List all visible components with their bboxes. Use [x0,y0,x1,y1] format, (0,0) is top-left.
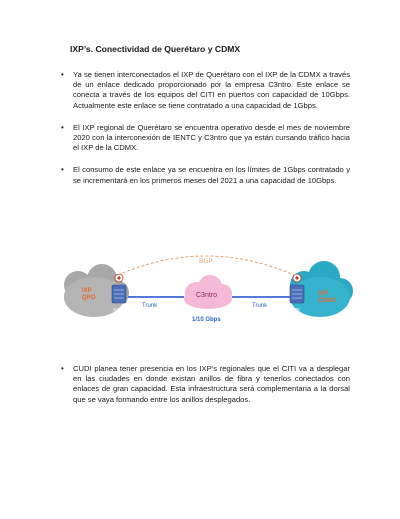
ixp-qro-label-line1: IXP [82,288,92,294]
device-label-left: N7K [113,308,123,313]
bullet-icon: • [61,165,64,175]
ixp-qro-label-line2: QRO [82,295,96,301]
c3ntro-label: C3ntro [196,292,218,299]
bullet-item [60,364,350,405]
network-diagram [56,245,356,340]
bullet-text: Ya se tienen interconectados el IXP de Querétaro con el IXP de la CDMX a través de un enlace dedicado proporcionado por la empresa C3ntro. Este enlace se conecta a través de los equipos del CITI en puertos con capacidad de 10Gbps. Actualmente este enlace se tiene contratado a una capacidad de 1Gbps. [73,70,350,110]
c3ntro-cloud [184,275,232,309]
bullet-item [60,123,350,154]
bullet-icon: • [61,70,64,79]
bullet-icon: • [61,364,64,373]
bullet-item [60,165,350,185]
bullet-item [60,70,350,111]
page-title: IXP’s. Conectividad de Querétaro y CDMX [70,44,241,54]
device-label-right: N7K [291,308,301,313]
bullet-list-2 [60,364,350,417]
capacity-label: 1/10 Gbps [192,317,221,323]
bullet-text: El consumo de este enlace ya se encuentra en los límites de 1Gbps contratado y se incrementará en los primeros meses del 2021 a una capacidad de 10Gbps. [73,165,350,185]
trunk-label-right: Trunk [252,303,268,309]
ixp-cdmx-label-line2: CDMX [318,298,336,304]
bullet-icon: • [61,122,64,132]
bullet-text: CUDI planea tener presencia en los IXP’s regionales que el CITI va a desplegar en las ciudades en donde existan anillos de fibra y tenerlos conectados con enlaces de gran capacidad. Esta infraestructura será complementaria a la dorsal que se vaya formando entre los anillos desplegados. [73,364,350,404]
bgp-label: BGP [199,258,213,265]
trunk-label-left: Trunk [142,303,158,309]
ixp-cdmx-label-line1: IXP [318,291,328,297]
bullet-list [60,70,350,198]
bullet-text: El IXP regional de Querétaro se encuentra operativo desde el mes de noviembre 2020 con la interconexión de IENTC y C3ntro que ya están cursando tráfico hacia el IXP de la CDMX. [73,122,350,153]
